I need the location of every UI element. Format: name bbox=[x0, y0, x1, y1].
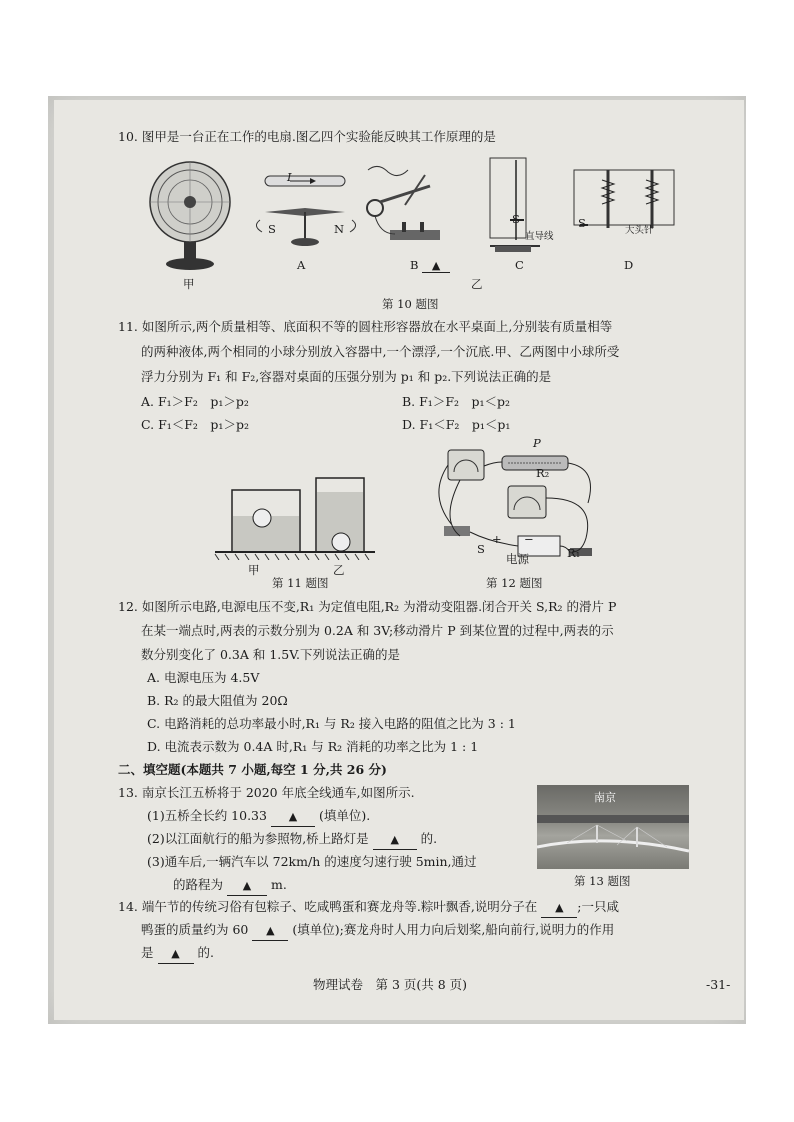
q12-stem-line1: 12. 如图所示电路,电源电压不变,R₁ 为定值电阻,R₂ 为滑动变阻器.闭合开关 S,R₂ 的滑片 P bbox=[118, 599, 617, 614]
label-s-pole: S bbox=[268, 222, 276, 236]
q12-label-source: 电源 bbox=[506, 552, 529, 566]
q12-label-r1: R₁ bbox=[567, 546, 581, 560]
q10-fig-caption: 第 10 题图 bbox=[382, 297, 439, 311]
q12-option-b: B. R₂ 的最大阻值为 20Ω bbox=[147, 693, 288, 708]
experiment-d bbox=[574, 170, 674, 228]
q11-stem-line3: 浮力分别为 F₁ 和 F₂,容器对桌面的压强分别为 p₁ 和 p₂.下列说法正确的是 bbox=[141, 369, 552, 384]
q13-part2: (2)以江面航行的船为参照物,桥上路灯是 ▲ 的. bbox=[147, 830, 437, 850]
answer-blank[interactable]: ▲ bbox=[252, 922, 288, 941]
answer-blank[interactable]: ▲ bbox=[422, 259, 450, 273]
label-pins: 大头针 bbox=[625, 225, 654, 236]
answer-blank[interactable]: ▲ bbox=[373, 831, 417, 850]
q11-label-yi: 乙 bbox=[333, 563, 345, 577]
q12-option-d: D. 电流表示数为 0.4A 时,R₁ 与 R₂ 消耗的功率之比为 1 : 1 bbox=[147, 739, 479, 754]
footer-title: 物理试卷 第 3 页(共 8 页) bbox=[313, 977, 468, 992]
label-b: B ▲ bbox=[410, 258, 450, 273]
label-d: D bbox=[624, 258, 634, 272]
fan-illustration bbox=[150, 162, 230, 270]
label-d-s: S bbox=[578, 216, 586, 230]
q13-stem: 13. 南京长江五桥将于 2020 年底全线通车,如图所示. bbox=[118, 785, 415, 800]
q10-stem: 10. 图甲是一台正在工作的电扇.图乙四个实验能反映其工作原理的是 bbox=[118, 129, 496, 144]
label-yi: 乙 bbox=[471, 277, 483, 291]
q12-fig-caption: 第 12 题图 bbox=[486, 576, 543, 590]
q12-option-c: C. 电路消耗的总功率最小时,R₁ 与 R₂ 接入电路的阻值之比为 3 : 1 bbox=[147, 716, 516, 731]
q12-label-s: S bbox=[477, 542, 485, 556]
answer-blank[interactable]: ▲ bbox=[227, 877, 267, 896]
q12-label-p: P bbox=[533, 436, 541, 450]
q13-part1: (1)五桥全长约 10.33 ▲ (填单位). bbox=[147, 807, 370, 827]
q11-option-b: B. F₁＞F₂ p₁＜p₂ bbox=[402, 394, 511, 409]
q11-option-a: A. F₁＞F₂ p₁＞p₂ bbox=[141, 394, 249, 409]
q12-option-a: A. 电源电压为 4.5V bbox=[147, 670, 260, 685]
label-a: A bbox=[297, 258, 306, 272]
q12-stem-line3: 数分别变化了 0.3A 和 1.5V.下列说法正确的是 bbox=[141, 647, 401, 662]
q11-label-jia: 甲 bbox=[248, 563, 260, 577]
q13-fig-caption: 第 13 题图 bbox=[574, 874, 631, 888]
q10-figure bbox=[140, 150, 700, 300]
label-c-s: S bbox=[512, 212, 520, 226]
answer-blank[interactable]: ▲ bbox=[158, 945, 194, 964]
q14-line2: 鸭蛋的质量约为 60 ▲ (填单位);赛龙舟时人用力向后划桨,船向前行,说明力的作用 bbox=[141, 921, 614, 941]
bridge-photo-text: 南京 bbox=[594, 791, 616, 804]
q11-stem-line1: 11. 如图所示,两个质量相等、底面积不等的圆柱形容器放在水平桌面上,分别装有质量相等 bbox=[118, 319, 613, 334]
label-current-i: I bbox=[287, 170, 292, 184]
q11-option-c: C. F₁＜F₂ p₁＞p₂ bbox=[141, 417, 249, 432]
q11-figure bbox=[210, 470, 380, 560]
experiment-b bbox=[367, 166, 440, 240]
q13-part3-line1: (3)通车后,一辆汽车以 72km/h 的速度匀速行驶 5min,通过 bbox=[147, 854, 477, 869]
label-jia: 甲 bbox=[183, 277, 195, 291]
q11-option-d: D. F₁＜F₂ p₁＜p₁ bbox=[402, 417, 511, 432]
answer-blank[interactable]: ▲ bbox=[541, 899, 577, 918]
q12-label-minus: − bbox=[524, 532, 534, 546]
label-c: C bbox=[515, 258, 524, 272]
page-number: -31- bbox=[706, 977, 731, 992]
q11-fig-caption: 第 11 题图 bbox=[272, 576, 329, 590]
q12-label-plus: + bbox=[492, 532, 502, 546]
q14-line1: 14. 端午节的传统习俗有包粽子、吃咸鸭蛋和赛龙舟等.粽叶飘香,说明分子在 ▲ ;一只咸 bbox=[118, 898, 619, 918]
q12-stem-line2: 在某一端点时,两表的示数分别为 0.2A 和 3V;移动滑片 P 到某位置的过程中,两表的示 bbox=[141, 623, 614, 638]
label-n-pole: N bbox=[334, 222, 345, 236]
q12-figure bbox=[430, 438, 610, 568]
q11-stem-line2: 的两种液体,两个相同的小球分别放入容器中,一个漂浮,一个沉底.甲、乙两图中小球所受 bbox=[141, 344, 620, 359]
answer-blank[interactable]: ▲ bbox=[271, 808, 315, 827]
q14-line3: 是 ▲ 的. bbox=[141, 944, 214, 964]
q13-part3-line2: 的路程为 ▲ m. bbox=[173, 876, 287, 896]
bridge-photo bbox=[537, 785, 689, 869]
label-straight-wire: 直导线 bbox=[525, 231, 554, 242]
q12-label-r2: R₂ bbox=[536, 466, 550, 480]
section2-heading: 二、填空题(本题共 7 小题,每空 1 分,共 26 分) bbox=[118, 762, 387, 777]
